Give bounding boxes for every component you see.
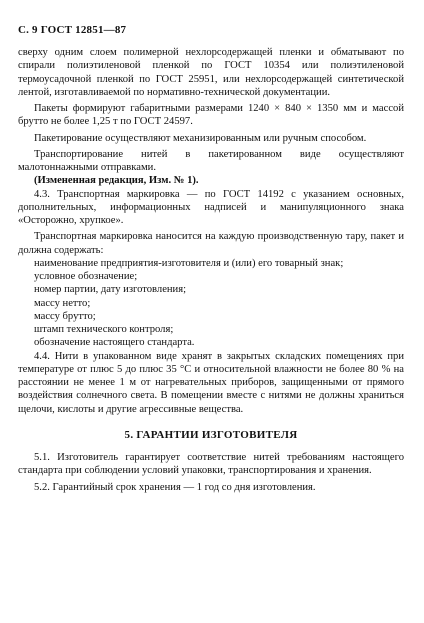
list-item: массу брутто; — [34, 310, 96, 322]
paragraph-4-3: 4.3. Транспортная маркировка — по ГОСТ 14192 с указанием основных, дополнительных, информационных надписей и манипуляционного знака «Осторожно, хрупкое». — [18, 188, 404, 226]
page-header: С. 9 ГОСТ 12851—87 — [18, 24, 127, 36]
section-title: 5. ГАРАНТИИ ИЗГОТОВИТЕЛЯ — [124, 428, 298, 441]
paragraph-packaging-continued: сверху одним слоем полимерной нехлорсодержащей пленки и обматывают по спирали полиэтиленовой пленкой по ГОСТ 10354 или полиэтиленовой термоусадочной пленкой по ГОСТ 25951, или нехлорсодержащей синтетической лентой, изготавливаемой по нормативно-технической документации. — [18, 47, 404, 98]
paragraph-manufacturer-name: наименование предприятия-изготовителя и (или) его товарный знак; — [34, 257, 344, 269]
list-item: условное обозначение; — [34, 271, 138, 282]
paragraph-transport-method: Транспортирование нитей в пакетированном виде осуществляют малотоннажными отправками. — [18, 148, 404, 173]
list-item: обозначение настоящего стандарта. — [34, 337, 195, 349]
paragraph-packaging-method: Пакетирование осуществляют механизированным или ручным способом. — [34, 132, 367, 144]
amendment-note: (Измененная редакция, Изм. № 1). — [34, 175, 199, 187]
paragraph-package-dimensions: Пакеты формируют габаритными размерами 1240 × 840 × 1350 мм и массой брутто не более 1,25 т по ГОСТ 24597. — [18, 103, 404, 128]
list-item: штамп технического контроля; — [34, 324, 174, 335]
paragraph-5-2: 5.2. Гарантийный срок хранения — 1 год со дня изготовления. — [34, 481, 316, 493]
list-item: массу нетто; — [34, 297, 91, 309]
paragraph-marking-content: Транспортная маркировка наносится на каждую производственную тару, пакет и должна содержать: — [18, 231, 404, 256]
paragraph-4-4: 4.4. Нити в упакованном виде хранят в закрытых складских помещениях при температуре от плюс 5 до плюс 35 °С и относительной влажности не более 80 % на расстоянии не менее 1 м от нагревательных приборов, защищенными от прямого воздействия солнечного света. В помещении вместе с нитями не должны храниться щелочи, кислоты и другие агрессивные вещества. — [18, 350, 404, 415]
paragraph-5-1: 5.1. Изготовитель гарантирует соответствие нитей требованиям настоящего стандарта при соблюдении условий упаковки, транспортирования и хранения. — [18, 452, 404, 477]
document-body — [18, 46, 404, 494]
list-item: номер партии, дату изготовления; — [34, 284, 187, 296]
